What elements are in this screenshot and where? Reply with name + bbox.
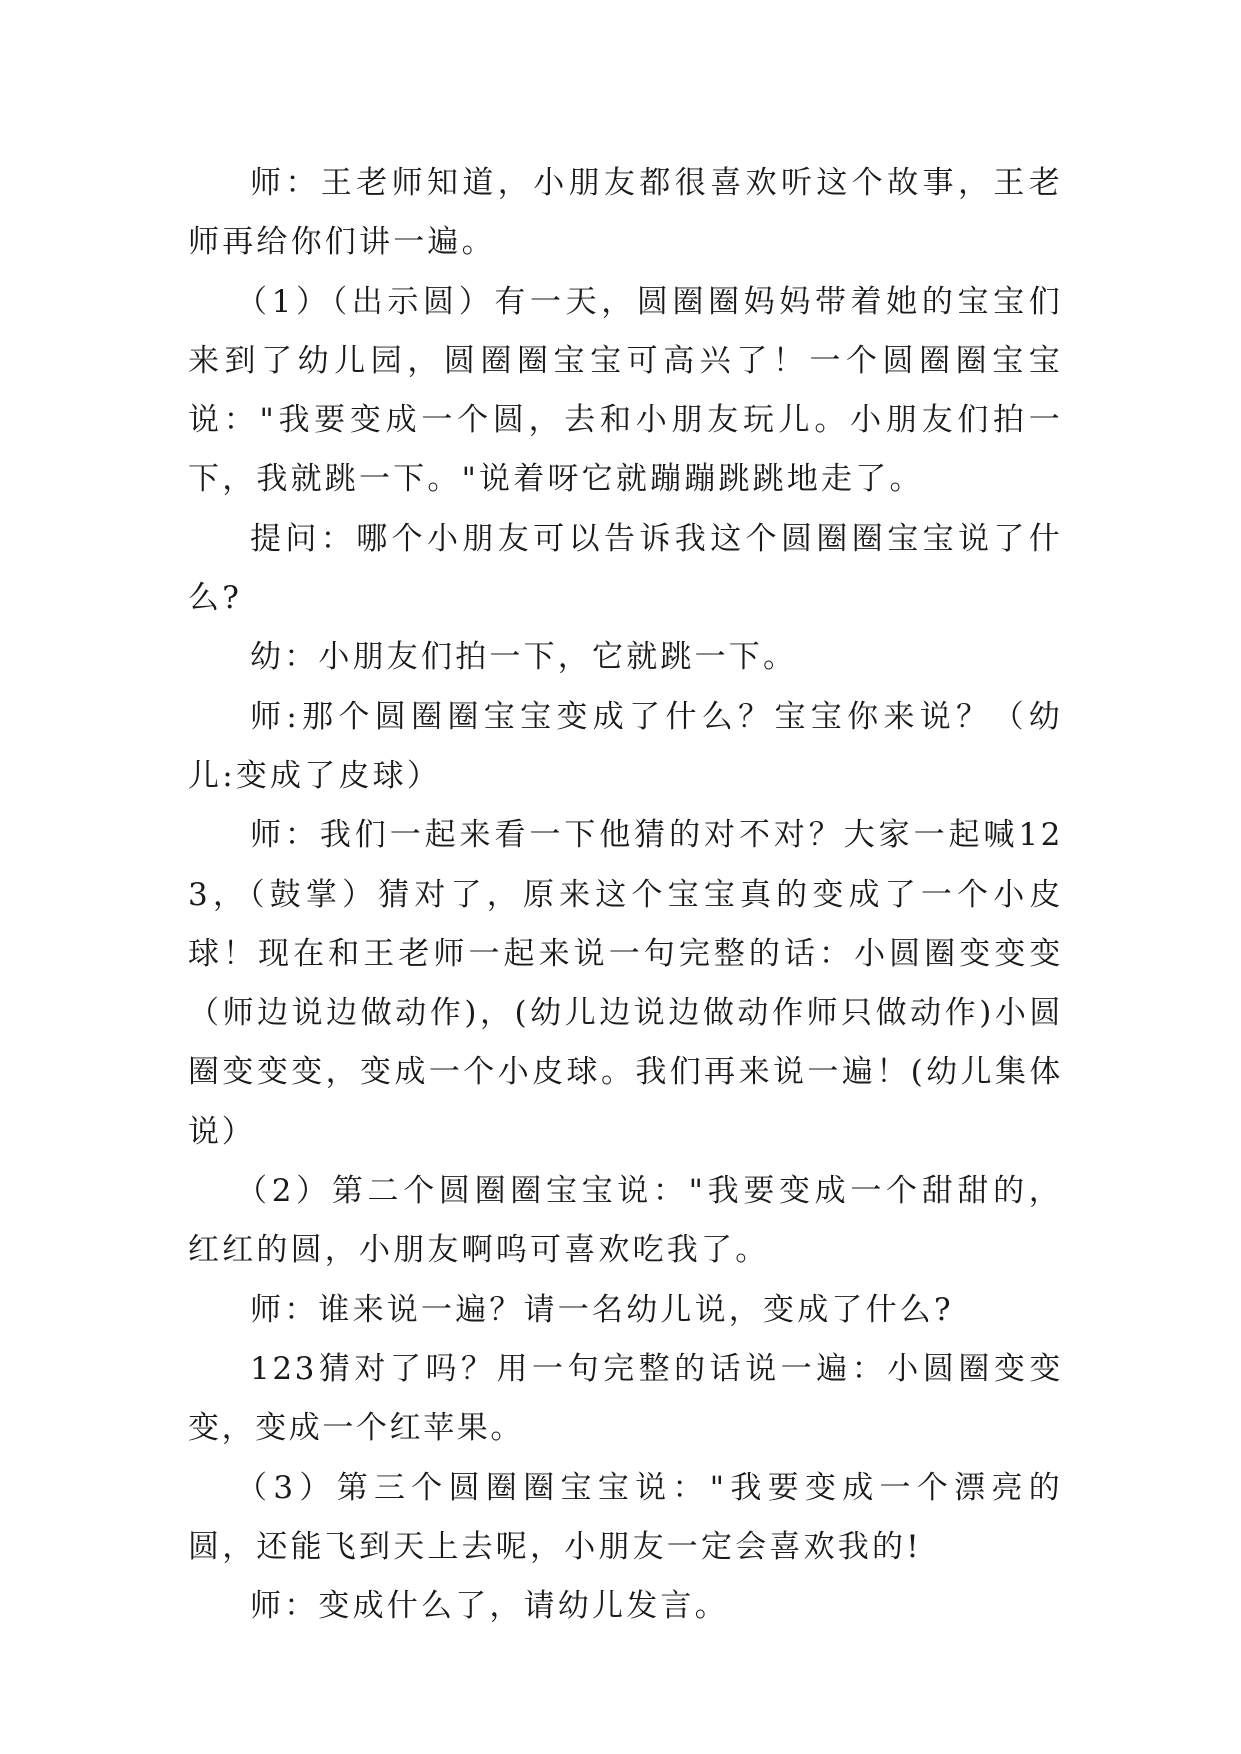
paragraph-teacher-who: 师：谁来说一遍？请一名幼儿说，变成了什么?: [250, 1291, 954, 1328]
paragraph-guess-check: 123猜对了吗？用一句完整的话说一遍：小圆圈变变变，变成一个红苹果。: [188, 1350, 1063, 1447]
document-body: [188, 154, 1063, 1636]
paragraph-story-part-3: （3）第三个圆圈圈宝宝说："我要变成一个漂亮的圆，还能飞到天上去呢，小朋友一定会喜欢我的!: [188, 1469, 1063, 1565]
paragraph-teacher-intro: 师：王老师知道，小朋友都很喜欢听这个故事，王老师再给你们讲一遍。: [188, 165, 1063, 261]
paragraph-story-part-1: （1）（出示圆）有一天，圆圈圈妈妈带着她的宝宝们来到了幼儿园，圆圈圈宝宝可高兴了！一个圆圈圈宝宝说："我要变成一个圆，去和小朋友玩儿。小朋友们拍一下，我就跳一下。"说着呀它就蹦蹦跳跳地走了。: [188, 283, 1063, 498]
paragraph-teacher-ask: 师:那个圆圈圈宝宝变成了什么？宝宝你来说？（幼儿:变成了皮球）: [188, 698, 1063, 794]
paragraph-teacher-prompt: 师：变成什么了，请幼儿发言。: [250, 1588, 729, 1625]
paragraph-child-answer: 幼：小朋友们拍一下，它就跳一下。: [250, 639, 798, 676]
paragraph-question: 提问：哪个小朋友可以告诉我这个圆圈圈宝宝说了什么?: [188, 520, 1063, 617]
paragraph-story-part-2: （2）第二个圆圈圈宝宝说："我要变成一个甜甜的，红红的圆，小朋友啊呜可喜欢吃我了。: [188, 1173, 1063, 1269]
paragraph-teacher-check: 师：我们一起来看一下他猜的对不对？大家一起喊123，（鼓掌）猜对了，原来这个宝宝真的变成了一个小皮球！现在和王老师一起来说一句完整的话：小圆圈变变变（师边说边做动作)，(幼儿边说边做动作师只做动作)小圆圈变变变，变成一个小皮球。我们再来说一遍！(幼儿集体说）: [188, 817, 1063, 1150]
